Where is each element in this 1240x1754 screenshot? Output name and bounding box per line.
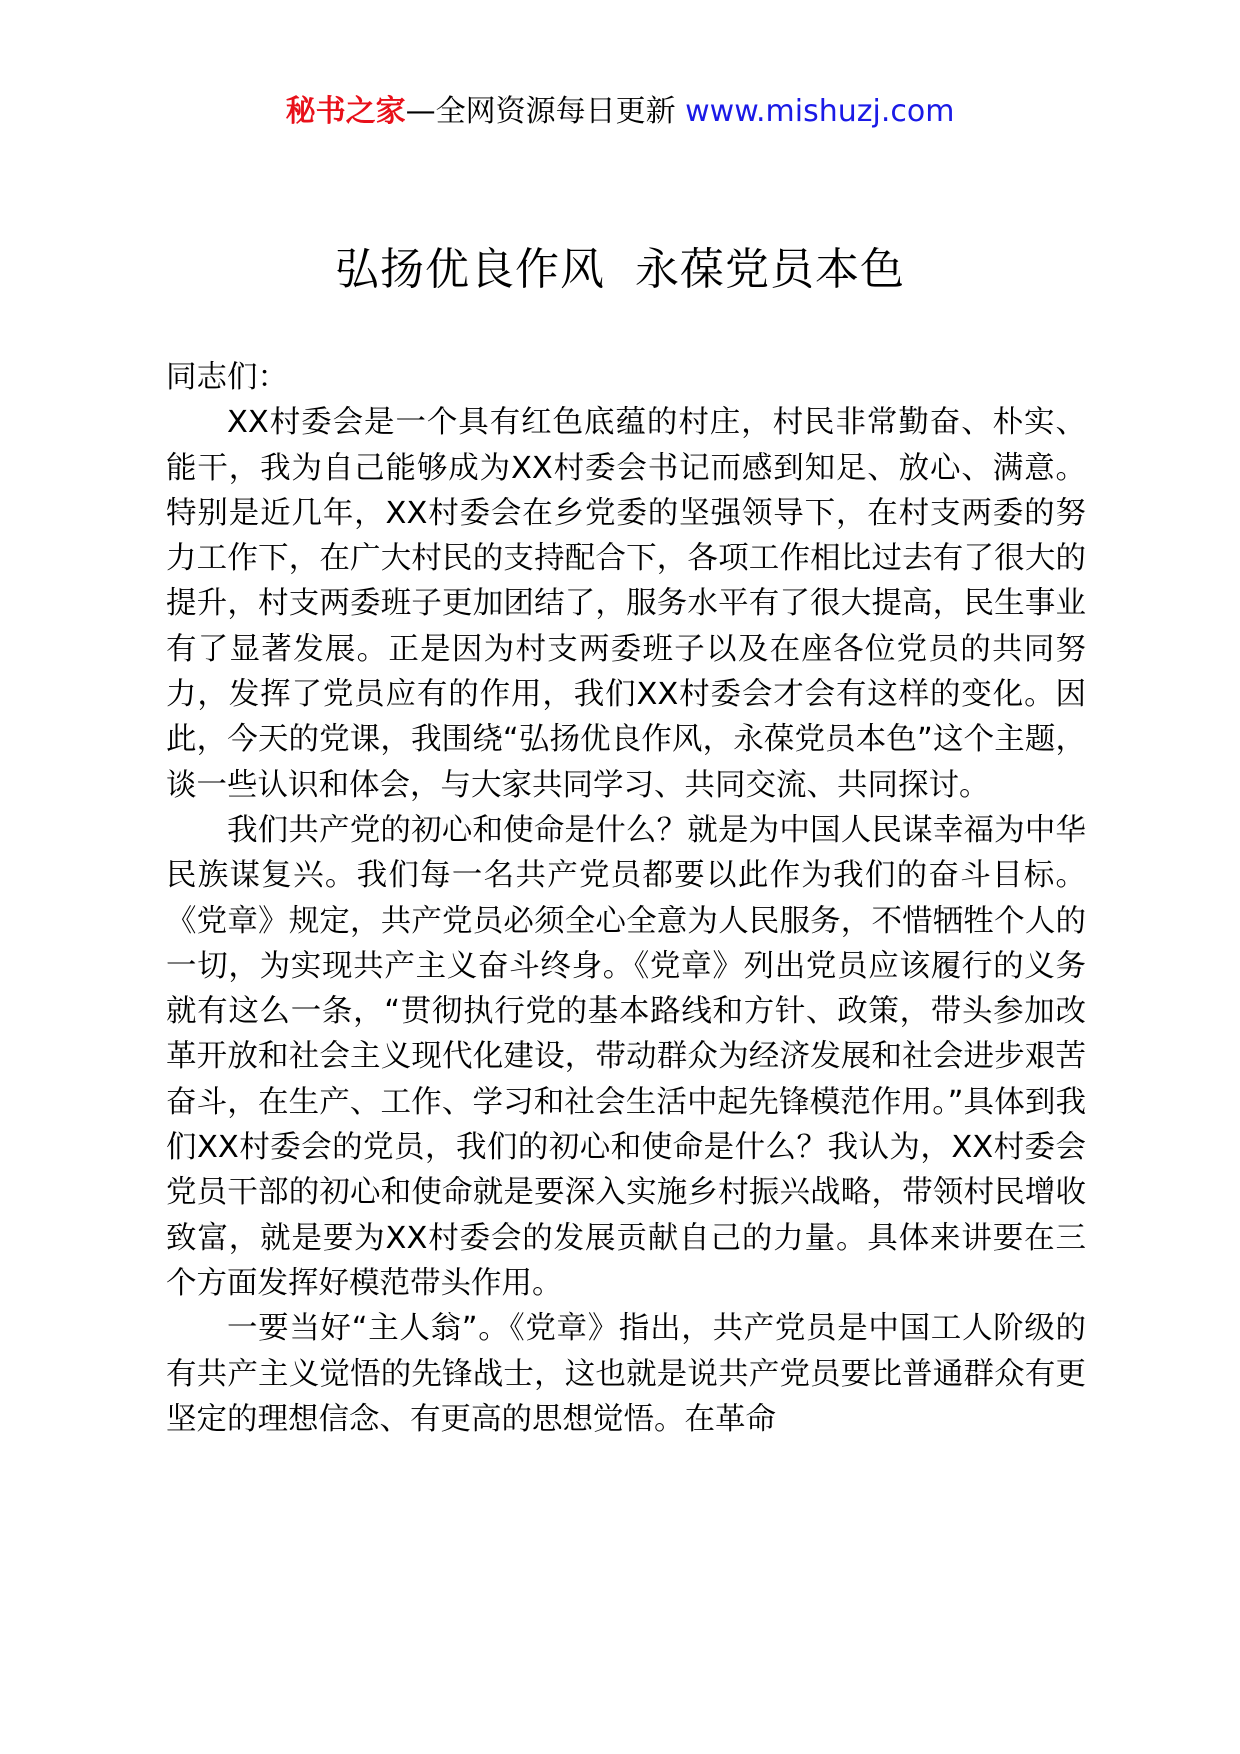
paragraph: 我们共产党的初心和使命是什么？就是为中国人民谋幸福为中华民族谋复兴。我们每一名共产党员都要以此作为我们的奋斗目标。《党章》规定，共产党员必须全心全意为人民服务，不惜牺牲个人的一切，为实现共产主义奋斗终身。《党章》列出党员应该履行的义务就有这么一条，“贯彻执行党的基本路线和方针、政策，带头参加改革开放和社会主义现代化建设，带动群众为经济发展和社会进步艰苦奋斗，在生产、工作、学习和社会生活中起先锋模范作用。”具体到我们XX村委会的党员，我们的初心和使命是什么？我认为，XX村委会党员干部的初心和使命就是要深入实施乡村振兴战略，带领村民增收致富，就是要为XX村委会的发展贡献自己的力量。具体来讲要在三个方面发挥好模范带头作用。 <box>166 812 1086 1301</box>
paragraph: XX村委会是一个具有红色底蕴的村庄，村民非常勤奋、朴实、能干，我为自己能够成为XX村委会书记而感到知足、放心、满意。特别是近几年，XX村委会在乡党委的坚强领导下，在村支两委的努力工作下，在广大村民的支持配合下，各项工作相比过去有了很大的提升，村支两委班子更加团结了，服务水平有了很大提高，民生事业有了显著发展。正是因为村支两委班子以及在座各位党员的共同努力，发挥了党员应有的作用，我们XX村委会才会有这样的变化。因此，今天的党课，我围绕“弘扬优良作风，永葆党员本色”这个主题，谈一些认识和体会，与大家共同学习、共同交流、共同探讨。 <box>166 405 1086 803</box>
site-header <box>0 92 1240 132</box>
site-slogan: —全网资源每日更新 <box>405 94 686 129</box>
salutation: 同志们： <box>166 360 288 395</box>
paragraph: 一要当好“主人翁”。《党章》指出，共产党员是中国工人阶级的有共产主义觉悟的先锋战士，这也就是说共产党员要比普通群众有更坚定的理想信念、有更高的思想觉悟。在革命 <box>166 1311 1086 1437</box>
document-title: 弘扬优良作风 永葆党员本色 <box>335 244 905 295</box>
site-brand: 秘书之家 <box>285 94 406 129</box>
site-url-link[interactable]: www.mishuzj.com <box>685 94 955 129</box>
document-body <box>166 355 1086 1442</box>
